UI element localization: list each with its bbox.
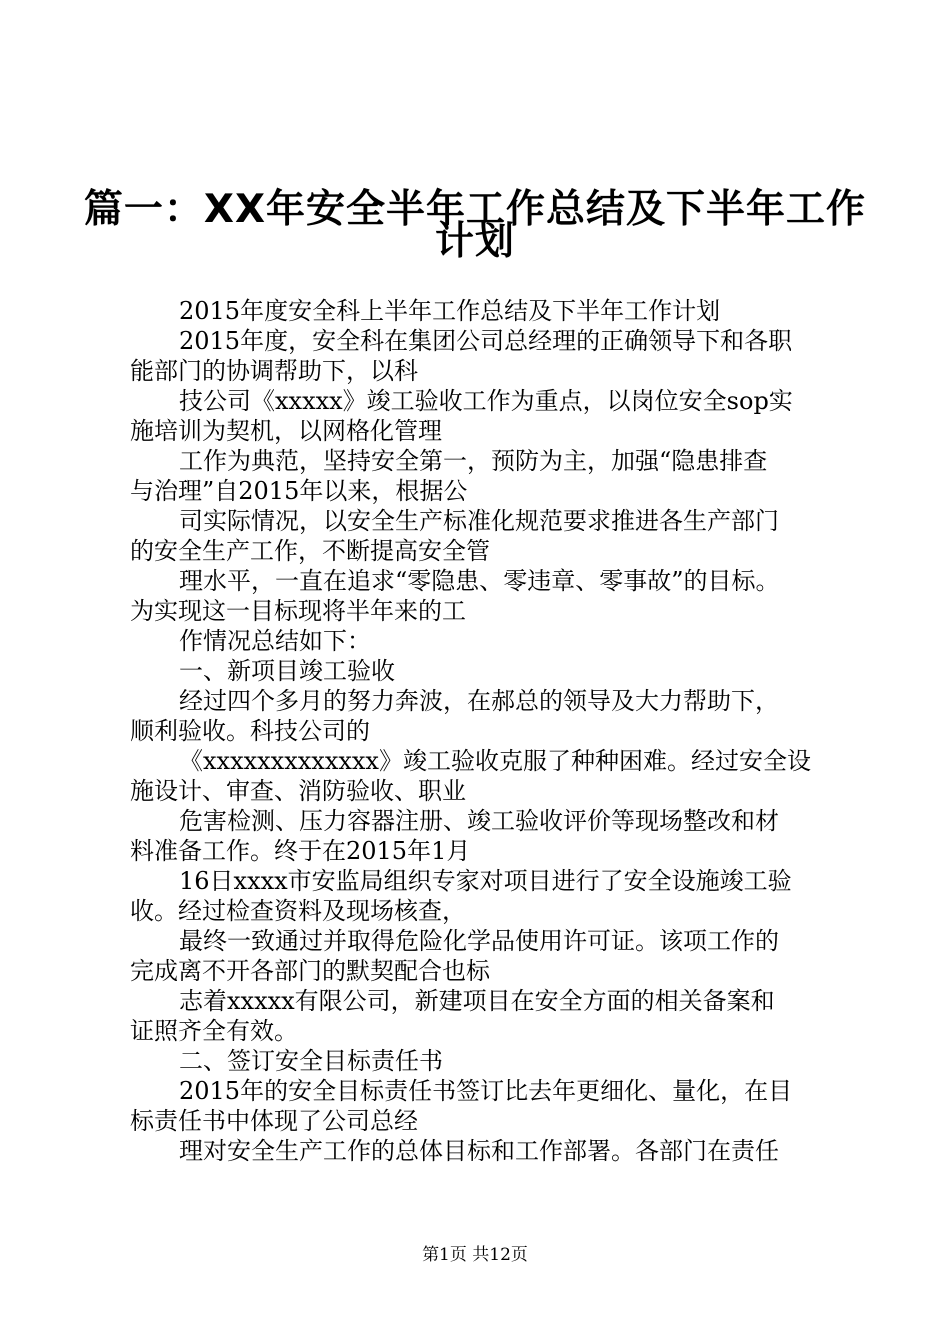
paragraph-line: 理对安全生产工作的总体目标和工作部署。各部门在责任: [179, 1137, 779, 1165]
paragraph-line: 2015年的安全目标责任书签订比去年更细化、量化，在目: [179, 1077, 793, 1105]
section-heading: 二、签订安全目标责任书: [179, 1047, 443, 1075]
paragraph-line: 2015年度，安全科在集团公司总经理的正确领导下和各职: [179, 327, 793, 355]
paragraph-line: 2015年度安全科上半年工作总结及下半年工作计划: [179, 297, 721, 325]
paragraph-line: 16日xxxx市安监局组织专家对项目进行了安全设施竣工验: [179, 867, 792, 895]
section-heading: 一、新项目竣工验收: [179, 657, 395, 685]
paragraph-line: 料准备工作。终于在2015年1月: [130, 837, 471, 865]
paragraph-line: 收。经过检查资料及现场核查，: [130, 897, 466, 925]
paragraph-line: 证照齐全有效。: [130, 1017, 298, 1045]
paragraph-line: 与治理”自2015年以来，根据公: [130, 477, 468, 505]
paragraph-line: 理水平，一直在追求“零隐患、零违章、零事故”的目标。: [179, 567, 780, 595]
paragraph-line: 施培训为契机，以网格化管理: [130, 417, 442, 445]
document-title-line-2: 计划: [434, 219, 515, 264]
paragraph-line: 作情况总结如下：: [179, 627, 371, 655]
paragraph-line: 最终一致通过并取得危险化学品使用许可证。该项工作的: [179, 927, 779, 955]
paragraph-line: 司实际情况，以安全生产标准化规范要求推进各生产部门: [179, 507, 779, 535]
paragraph-line: 的安全生产工作，不断提高安全管: [130, 537, 490, 565]
document-body: [130, 296, 850, 1166]
paragraph-line: 志着xxxxx有限公司，新建项目在安全方面的相关备案和: [179, 987, 775, 1015]
paragraph-line: 工作为典范，坚持安全第一，预防为主，加强“隐患排查: [179, 447, 768, 475]
paragraph-line: 技公司《xxxxx》竣工验收工作为重点，以岗位安全sop实: [179, 387, 793, 415]
paragraph-line: 《xxxxxxxxxxxxx》竣工验收克服了种种困难。经过安全设: [179, 747, 811, 775]
paragraph-line: 完成离不开各部门的默契配合也标: [130, 957, 490, 985]
page-footer: 第1页 共12页: [422, 1245, 528, 1265]
paragraph-line: 施设计、审查、消防验收、职业: [130, 777, 466, 805]
paragraph-line: 经过四个多月的努力奔波，在郝总的领导及大力帮助下，: [179, 687, 779, 715]
paragraph-line: 顺利验收。科技公司的: [130, 717, 370, 745]
paragraph-line: 能部门的协调帮助下，以科: [130, 357, 418, 385]
paragraph-line: 为实现这一目标现将半年来的工: [130, 597, 466, 625]
document-title-line-1: 篇一：XX年安全半年工作总结及下半年工作: [83, 187, 867, 232]
paragraph-line: 标责任书中体现了公司总经: [130, 1107, 418, 1135]
paragraph-line: 危害检测、压力容器注册、竣工验收评价等现场整改和材: [179, 807, 779, 835]
